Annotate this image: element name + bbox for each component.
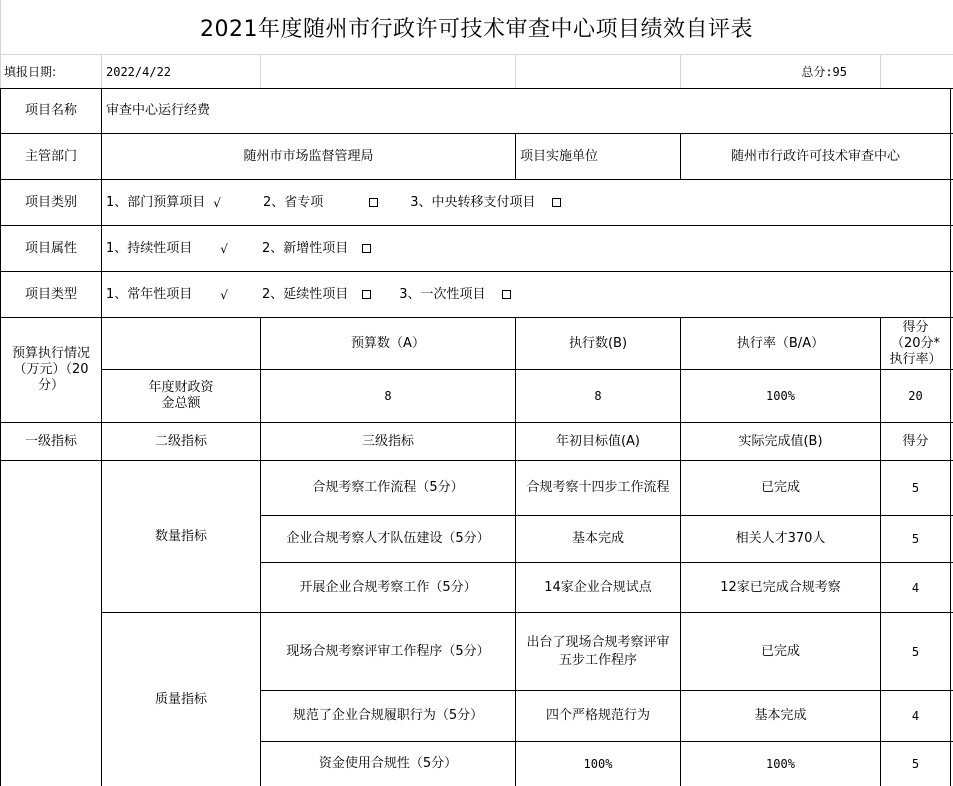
fill-date-label: 填报日期:	[4, 64, 57, 79]
header-level2: 二级指标	[154, 433, 207, 449]
exec-value: 8	[594, 389, 602, 403]
quantity-indicator-label: 数量指标	[154, 528, 207, 544]
row-target: 14家企业合规试点	[544, 579, 652, 595]
row-score: 5	[911, 644, 920, 659]
row-actual: 12家已完成合规考察	[720, 579, 841, 595]
type-option-3: 3、一次性项目	[399, 286, 486, 302]
checkbox-icon	[502, 290, 511, 299]
budget-label: 预算执行情况（万元）（20分）	[11, 346, 90, 393]
attr-options	[102, 226, 950, 271]
row-name: 规范了企业合规履职行为（5分）	[292, 708, 484, 723]
category-option-3: 3、中央转移支付项目	[410, 194, 536, 210]
row-actual: 已完成	[760, 480, 800, 495]
row-name: 现场合规考察评审工作程序（5分）	[286, 643, 490, 659]
row-actual: 已完成	[760, 643, 800, 659]
check-mark-icon: √	[213, 195, 221, 210]
grid-line	[515, 54, 516, 88]
grid-line	[880, 54, 881, 88]
type-option-1: 1、常年性项目	[106, 286, 193, 302]
category-option-1: 1、部门预算项目	[106, 194, 206, 210]
attr-label: 项目属性	[24, 240, 77, 256]
row-target: 四个严格规范行为	[545, 708, 650, 723]
row-name: 企业合规考察人才队伍建设（5分）	[286, 531, 490, 546]
header-level3: 三级指标	[361, 433, 414, 449]
header-target: 年初目标值(A)	[555, 433, 641, 449]
row-actual: 基本完成	[754, 708, 807, 723]
page-title: 2021年度随州市行政许可技术审查中心项目绩效自评表	[200, 16, 753, 42]
checkbox-icon	[552, 198, 561, 207]
row-name: 合规考察工作流程（5分）	[312, 480, 464, 495]
col-exec-header: 执行数(B)	[568, 335, 628, 351]
row-score: 4	[911, 580, 920, 595]
checkbox-icon	[369, 198, 378, 207]
row-score: 5	[911, 532, 920, 546]
col-score-header: 得分（20分*执行率）	[889, 319, 942, 367]
impl-unit-value: 随州市行政许可技术审查中心	[730, 148, 900, 164]
budget-value: 8	[384, 389, 392, 403]
checkbox-icon	[362, 290, 371, 299]
grid-line	[260, 54, 261, 88]
col-rate-header: 执行率（B/A）	[736, 335, 825, 351]
category-option-2: 2、省专项	[262, 194, 324, 210]
row-score: 5	[911, 757, 920, 771]
total-score: 总分:95	[801, 64, 847, 79]
score-value: 20	[908, 389, 923, 403]
type-label: 项目类型	[24, 286, 77, 302]
impl-unit-label: 项目实施单位	[520, 148, 599, 164]
attr-option-1: 1、持续性项目	[106, 240, 193, 256]
row-target: 出台了现场合规考察评审五步工作程序	[526, 634, 670, 668]
category-label: 项目类别	[24, 194, 77, 210]
row-score: 5	[911, 481, 920, 495]
type-options	[102, 272, 950, 317]
header-actual: 实际完成值(B)	[738, 433, 823, 449]
row-score: 4	[911, 709, 920, 723]
row-name: 开展企业合规考察工作（5分）	[299, 579, 477, 595]
fiscal-total-label: 年度财政资金总额	[148, 380, 214, 411]
grid-line	[950, 88, 951, 786]
project-name-value: 审查中心运行经费	[106, 103, 211, 118]
category-options	[102, 180, 950, 225]
fill-date-value: 2022/4/22	[106, 64, 172, 79]
header-level1: 一级指标	[24, 433, 77, 449]
project-name-label: 项目名称	[24, 103, 77, 118]
type-option-2: 2、延续性项目	[261, 286, 349, 302]
row-target: 100%	[583, 757, 613, 771]
row-actual: 相关人才370人	[735, 531, 826, 546]
quality-indicator-label: 质量指标	[154, 691, 207, 707]
row-target: 合规考察十四步工作流程	[526, 480, 670, 495]
col-budget-header: 预算数（A）	[351, 335, 425, 351]
checkbox-icon	[362, 244, 371, 253]
header-score: 得分	[902, 433, 929, 449]
dept-label: 主管部门	[24, 148, 77, 164]
row-actual: 100%	[766, 757, 795, 771]
check-mark-icon: √	[220, 241, 228, 256]
row-name: 资金使用合规性（5分）	[318, 756, 458, 771]
attr-option-2: 2、新增性项目	[261, 240, 349, 256]
row-target: 基本完成	[571, 531, 624, 546]
dept-value: 随州市市场监督管理局	[243, 148, 374, 164]
check-mark-icon: √	[220, 287, 228, 302]
rate-value: 100%	[766, 389, 795, 403]
